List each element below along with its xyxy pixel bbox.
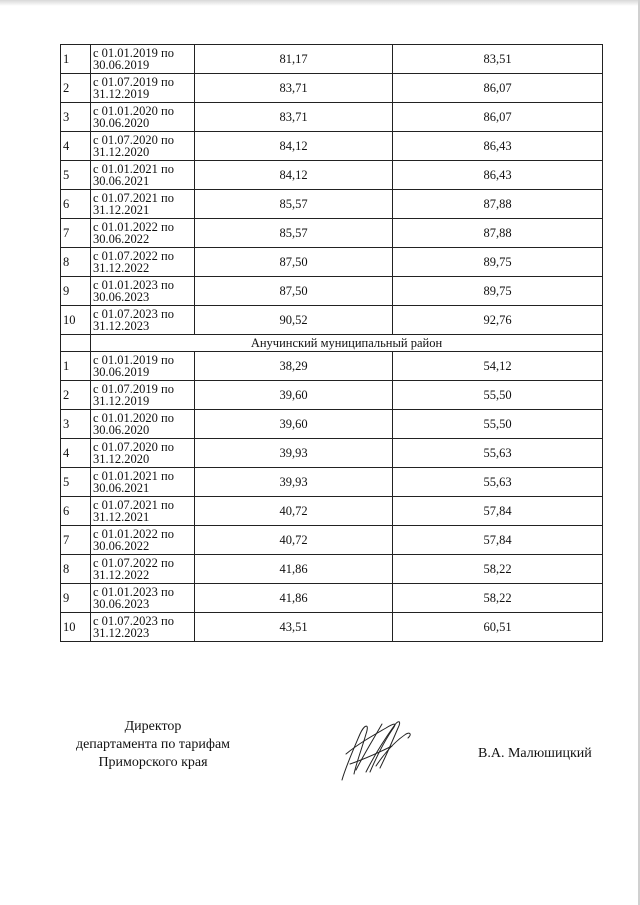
period-start: с 01.01.2019 по [93,46,174,60]
tariff-value-1: 41,86 [195,584,393,613]
period-start: с 01.07.2020 по [93,133,174,147]
tariff-value-2: 87,88 [393,219,603,248]
period-start: с 01.01.2021 по [93,469,174,483]
period-end: 30.06.2023 [93,290,150,304]
tariff-value-2: 86,43 [393,132,603,161]
period-end: 30.06.2022 [93,539,150,553]
table-row [61,555,603,584]
signatory-role [60,718,246,772]
period-cell [91,381,195,410]
period-start: с 01.07.2023 по [93,614,174,628]
table-row [61,439,603,468]
tariff-value-2: 87,88 [393,190,603,219]
tariff-value-2: 55,50 [393,410,603,439]
period-cell [91,613,195,642]
row-number: 4 [61,132,91,161]
section-title: Анучинский муниципальный район [91,335,603,352]
section-empty-cell [61,335,91,352]
tariff-value-1: 38,29 [195,352,393,381]
period-end: 31.12.2020 [93,452,150,466]
period-start: с 01.07.2022 по [93,249,174,263]
period-cell [91,161,195,190]
period-start: с 01.07.2022 по [93,556,174,570]
period-cell [91,497,195,526]
row-number: 10 [61,613,91,642]
tariff-table [60,44,603,642]
row-number: 3 [61,410,91,439]
row-number: 9 [61,584,91,613]
table-row [61,161,603,190]
tariff-value-1: 87,50 [195,248,393,277]
row-number: 8 [61,248,91,277]
table-row [61,410,603,439]
period-end: 30.06.2019 [93,58,150,72]
table-row [61,248,603,277]
row-number: 10 [61,306,91,335]
tariff-value-1: 83,71 [195,74,393,103]
tariff-value-1: 85,57 [195,219,393,248]
tariff-value-2: 86,43 [393,161,603,190]
row-number: 2 [61,381,91,410]
tariff-value-1: 40,72 [195,497,393,526]
tariff-value-2: 55,63 [393,439,603,468]
row-number: 7 [61,526,91,555]
tariff-value-2: 57,84 [393,497,603,526]
period-end: 31.12.2020 [93,145,150,159]
period-start: с 01.01.2020 по [93,411,174,425]
period-cell [91,132,195,161]
role-line-3: Приморского края [98,755,208,770]
tariff-table-body [61,45,603,642]
row-number: 1 [61,45,91,74]
tariff-value-2: 89,75 [393,277,603,306]
period-end: 31.12.2023 [93,319,150,333]
tariff-value-1: 43,51 [195,613,393,642]
period-end: 30.06.2019 [93,365,150,379]
tariff-value-1: 39,93 [195,439,393,468]
tariff-value-2: 55,63 [393,468,603,497]
period-cell [91,526,195,555]
row-number: 8 [61,555,91,584]
period-cell [91,410,195,439]
period-cell [91,103,195,132]
period-cell [91,468,195,497]
period-end: 31.12.2021 [93,203,150,217]
row-number: 6 [61,190,91,219]
tariff-value-2: 92,76 [393,306,603,335]
tariff-value-1: 84,12 [195,161,393,190]
row-number: 1 [61,352,91,381]
tariff-value-2: 58,22 [393,584,603,613]
period-start: с 01.01.2023 по [93,278,174,292]
row-number: 5 [61,161,91,190]
period-start: с 01.07.2020 по [93,440,174,454]
tariff-value-2: 86,07 [393,103,603,132]
row-number: 6 [61,497,91,526]
period-cell [91,352,195,381]
period-end: 30.06.2023 [93,597,150,611]
tariff-value-2: 55,50 [393,381,603,410]
tariff-value-1: 83,71 [195,103,393,132]
period-cell [91,277,195,306]
table-row [61,45,603,74]
period-start: с 01.01.2020 по [93,104,174,118]
tariff-value-2: 86,07 [393,74,603,103]
table-row [61,190,603,219]
scan-top-edge [0,0,640,6]
period-cell [91,584,195,613]
tariff-value-1: 39,60 [195,381,393,410]
period-end: 30.06.2020 [93,423,150,437]
row-number: 9 [61,277,91,306]
period-end: 31.12.2019 [93,394,150,408]
table-row [61,497,603,526]
row-number: 3 [61,103,91,132]
period-cell [91,45,195,74]
tariff-value-2: 89,75 [393,248,603,277]
tariff-value-2: 58,22 [393,555,603,584]
period-start: с 01.01.2019 по [93,353,174,367]
table-row [61,526,603,555]
table-row [61,613,603,642]
table-row [61,306,603,335]
section-row [61,335,603,352]
period-start: с 01.07.2021 по [93,191,174,205]
tariff-value-1: 39,93 [195,468,393,497]
row-number: 4 [61,439,91,468]
period-start: с 01.01.2023 по [93,585,174,599]
period-end: 30.06.2021 [93,481,150,495]
row-number: 5 [61,468,91,497]
table-row [61,381,603,410]
table-row [61,74,603,103]
role-line-1: Директор [124,719,182,734]
table-row [61,468,603,497]
period-end: 31.12.2022 [93,261,150,275]
signatory-name: В.А. Малюшицкий [478,746,592,761]
tariff-value-2: 57,84 [393,526,603,555]
tariff-value-1: 87,50 [195,277,393,306]
tariff-value-2: 54,12 [393,352,603,381]
period-end: 31.12.2019 [93,87,150,101]
tariff-value-1: 90,52 [195,306,393,335]
period-end: 31.12.2021 [93,510,150,524]
period-end: 31.12.2022 [93,568,150,582]
period-cell [91,306,195,335]
period-cell [91,248,195,277]
table-row [61,584,603,613]
tariff-value-1: 85,57 [195,190,393,219]
period-end: 31.12.2023 [93,626,150,640]
period-cell [91,74,195,103]
period-cell [91,190,195,219]
period-start: с 01.01.2022 по [93,220,174,234]
table-row [61,132,603,161]
role-line-2: департамента по тарифам [75,737,231,752]
period-start: с 01.07.2023 по [93,307,174,321]
table-row [61,277,603,306]
tariff-value-2: 60,51 [393,613,603,642]
period-cell [91,555,195,584]
table-row [61,352,603,381]
tariff-value-1: 81,17 [195,45,393,74]
period-start: с 01.01.2021 по [93,162,174,176]
signature-icon [336,714,416,786]
tariff-value-1: 84,12 [195,132,393,161]
period-start: с 01.01.2022 по [93,527,174,541]
tariff-value-2: 83,51 [393,45,603,74]
period-cell [91,219,195,248]
period-end: 30.06.2022 [93,232,150,246]
period-start: с 01.07.2021 по [93,498,174,512]
table-row [61,103,603,132]
period-end: 30.06.2020 [93,116,150,130]
row-number: 7 [61,219,91,248]
row-number: 2 [61,74,91,103]
period-start: с 01.07.2019 по [93,75,174,89]
period-cell [91,439,195,468]
period-end: 30.06.2021 [93,174,150,188]
tariff-value-1: 40,72 [195,526,393,555]
period-start: с 01.07.2019 по [93,382,174,396]
tariff-value-1: 41,86 [195,555,393,584]
table-row [61,219,603,248]
tariff-value-1: 39,60 [195,410,393,439]
